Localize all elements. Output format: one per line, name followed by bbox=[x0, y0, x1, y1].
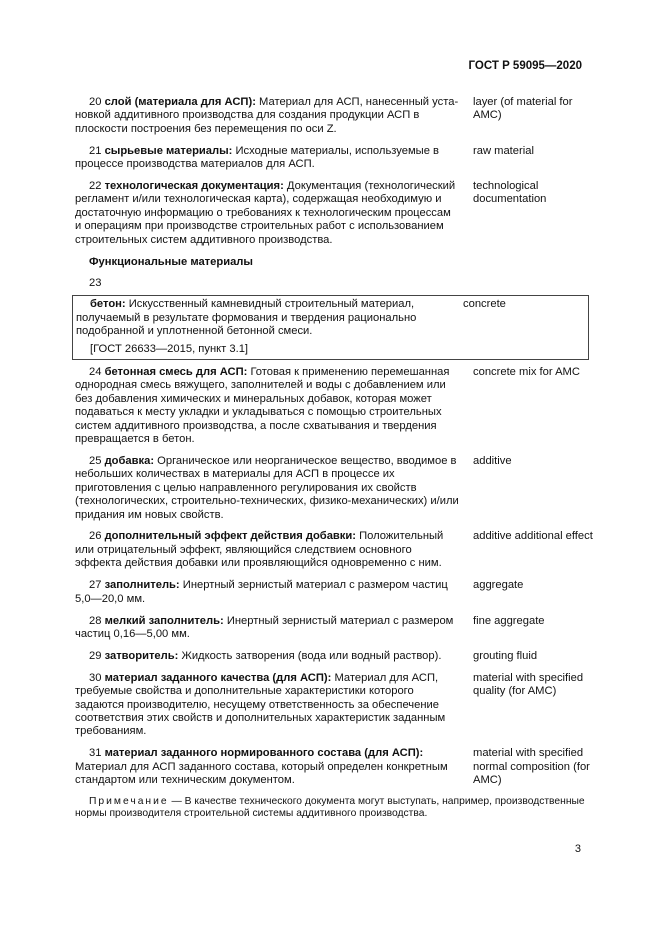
term-name: материал заданного нормированного состава (для АСП): bbox=[104, 747, 424, 760]
term-list-b bbox=[75, 366, 595, 787]
term-definition bbox=[75, 366, 459, 446]
term-definition bbox=[76, 298, 460, 338]
term-text: Искусственный камневидный строительный материал, получаемый в результате формования и твердения рационально подобранной и уплотненной бетонной смеси. bbox=[76, 298, 417, 338]
term-english: concrete bbox=[463, 298, 506, 311]
term-text: Материал для АСП, нанесенный установкой аддитивного производства для создания продукции АСП в плоскости построения без перемещения по оси Z. bbox=[75, 96, 459, 135]
term-entry bbox=[75, 672, 595, 739]
term-definition bbox=[75, 615, 459, 642]
term-english: material with specified normal composition (for AMC) bbox=[473, 747, 590, 787]
term-name: технологическая документация: bbox=[104, 180, 284, 193]
term-reference: [ГОСТ 26633—2015, пункт 3.1] bbox=[90, 342, 249, 355]
term-number: 22 bbox=[89, 180, 102, 193]
term-text: Инертный зернистый материал с размером частиц 5,0—20,0 мм. bbox=[75, 579, 448, 605]
term-number: 31 bbox=[89, 747, 102, 760]
term-definition bbox=[75, 180, 459, 247]
term-entry bbox=[75, 530, 595, 570]
term-text: Жидкость затворения (вода или водный раствор). bbox=[178, 649, 442, 662]
term-text: Положительный или отрицательный эффект, являющийся следствием основного эффекта действия добавки или проявляющийся одновременно с ним. bbox=[75, 530, 444, 570]
term-english: raw material bbox=[473, 144, 534, 157]
term-text: Органическое или неорганическое вещество, вводимое в небольших количествах в материалы для АСП в процессе их приготовления с целью направленного регулирования их свойств (технологических, строительно-технических, физико-механических) и/или придания им новых свойств. bbox=[75, 454, 459, 521]
term-name: затворитель: bbox=[104, 649, 179, 662]
page-number: 3 bbox=[574, 843, 581, 855]
term-text: Исходные материалы, используемые в процессе производства материалов для АСП. bbox=[75, 144, 439, 171]
term-number: 30 bbox=[89, 671, 102, 684]
term-definition bbox=[75, 747, 459, 787]
term-definition bbox=[75, 455, 459, 522]
term-english: additive bbox=[473, 454, 512, 467]
term-name: материал заданного качества (для АСП): bbox=[104, 671, 332, 684]
term-text: Материал для АСП заданного состава, который определен конкретным стандартом или техническим документом. bbox=[75, 760, 448, 787]
term-text: Документация (технологический регламент и/или технологическая карта), содержащая необходимую и достаточную информацию о требованиях к технологическим процессам и операциям при производстве строительных работ с использованием строительных систем аддитивного производства. bbox=[75, 180, 456, 246]
term-definition bbox=[75, 96, 459, 136]
term-definition bbox=[75, 650, 459, 663]
note-label: Примечание bbox=[89, 795, 169, 807]
term-definition bbox=[75, 530, 459, 570]
term-entry bbox=[75, 650, 595, 663]
term-number: 28 bbox=[89, 614, 102, 627]
term-list-a bbox=[75, 96, 595, 247]
term-english: material with specified quality (for AMC) bbox=[473, 671, 584, 698]
term-definition bbox=[75, 579, 459, 606]
boxed-term-concrete bbox=[72, 295, 589, 360]
term-entry bbox=[75, 145, 595, 172]
term-english: grouting fluid bbox=[473, 649, 538, 662]
term-number: 20 bbox=[89, 96, 102, 108]
term-text: Инертный зернистый материал с размером частиц 0,16—5,00 мм. bbox=[75, 614, 454, 640]
term-entry bbox=[75, 579, 595, 606]
term-number: 26 bbox=[89, 530, 102, 543]
term-entry bbox=[75, 96, 595, 136]
term-number-23: 23 bbox=[89, 276, 102, 289]
term-entry bbox=[76, 298, 585, 338]
term-entry bbox=[75, 180, 595, 247]
term-name: мелкий заполнитель: bbox=[104, 614, 224, 627]
term-definition bbox=[75, 672, 459, 739]
term-name: сырьевые материалы: bbox=[104, 144, 233, 157]
section-title: Функциональные материалы bbox=[89, 255, 253, 268]
term-english: concrete mix for AMC bbox=[473, 366, 580, 378]
term-entry bbox=[75, 455, 595, 522]
term-english: aggregate bbox=[473, 579, 524, 592]
note bbox=[75, 796, 595, 821]
term-text: Готовая к применению перемешанная однородная смесь вяжущего, заполнителей и воды с добавлением или без добавления химических и минеральных добавок, которая может подаваться к месту укладки и укладываться с помощью строительных систем аддитивного производства, а после схватывания и твердения превращается в бетон. bbox=[75, 366, 450, 446]
term-number: 24 bbox=[89, 366, 102, 378]
term-entry bbox=[75, 615, 595, 642]
term-name: бетон: bbox=[90, 298, 126, 311]
term-text: Материал для АСП, требуемые свойства и дополнительные характеристики которого задаются производителю, несущему ответственность за обеспечение соответствия этих свойств и дополнительных характеристик заданным требованиям. bbox=[75, 671, 446, 738]
term-number: 25 bbox=[89, 454, 102, 467]
term-english: technological documentation bbox=[473, 180, 547, 206]
term-english: fine aggregate bbox=[473, 614, 545, 627]
term-number: 29 bbox=[89, 649, 102, 662]
term-entry bbox=[75, 366, 595, 446]
term-name: заполнитель: bbox=[104, 579, 180, 592]
term-english: layer (of material for AMC) bbox=[473, 96, 573, 122]
term-name: добавка: bbox=[104, 454, 155, 467]
term-definition bbox=[75, 145, 459, 172]
term-number: 27 bbox=[89, 579, 102, 592]
term-name: бетонная смесь для АСП: bbox=[104, 366, 248, 378]
term-number: 21 bbox=[89, 144, 102, 157]
term-name: дополнительный эффект действия добавки: bbox=[104, 530, 356, 543]
standard-designation: ГОСТ Р 59095—2020 bbox=[468, 60, 582, 72]
term-entry bbox=[75, 747, 595, 787]
terms-content bbox=[75, 96, 595, 821]
term-english: additive additional effect bbox=[473, 530, 593, 543]
term-name: слой (материала для АСП): bbox=[104, 96, 256, 108]
note-text: — В качестве технического документа могут выступать, например, производственные нормы производителя строительной системы аддитивного производства. bbox=[75, 795, 585, 820]
